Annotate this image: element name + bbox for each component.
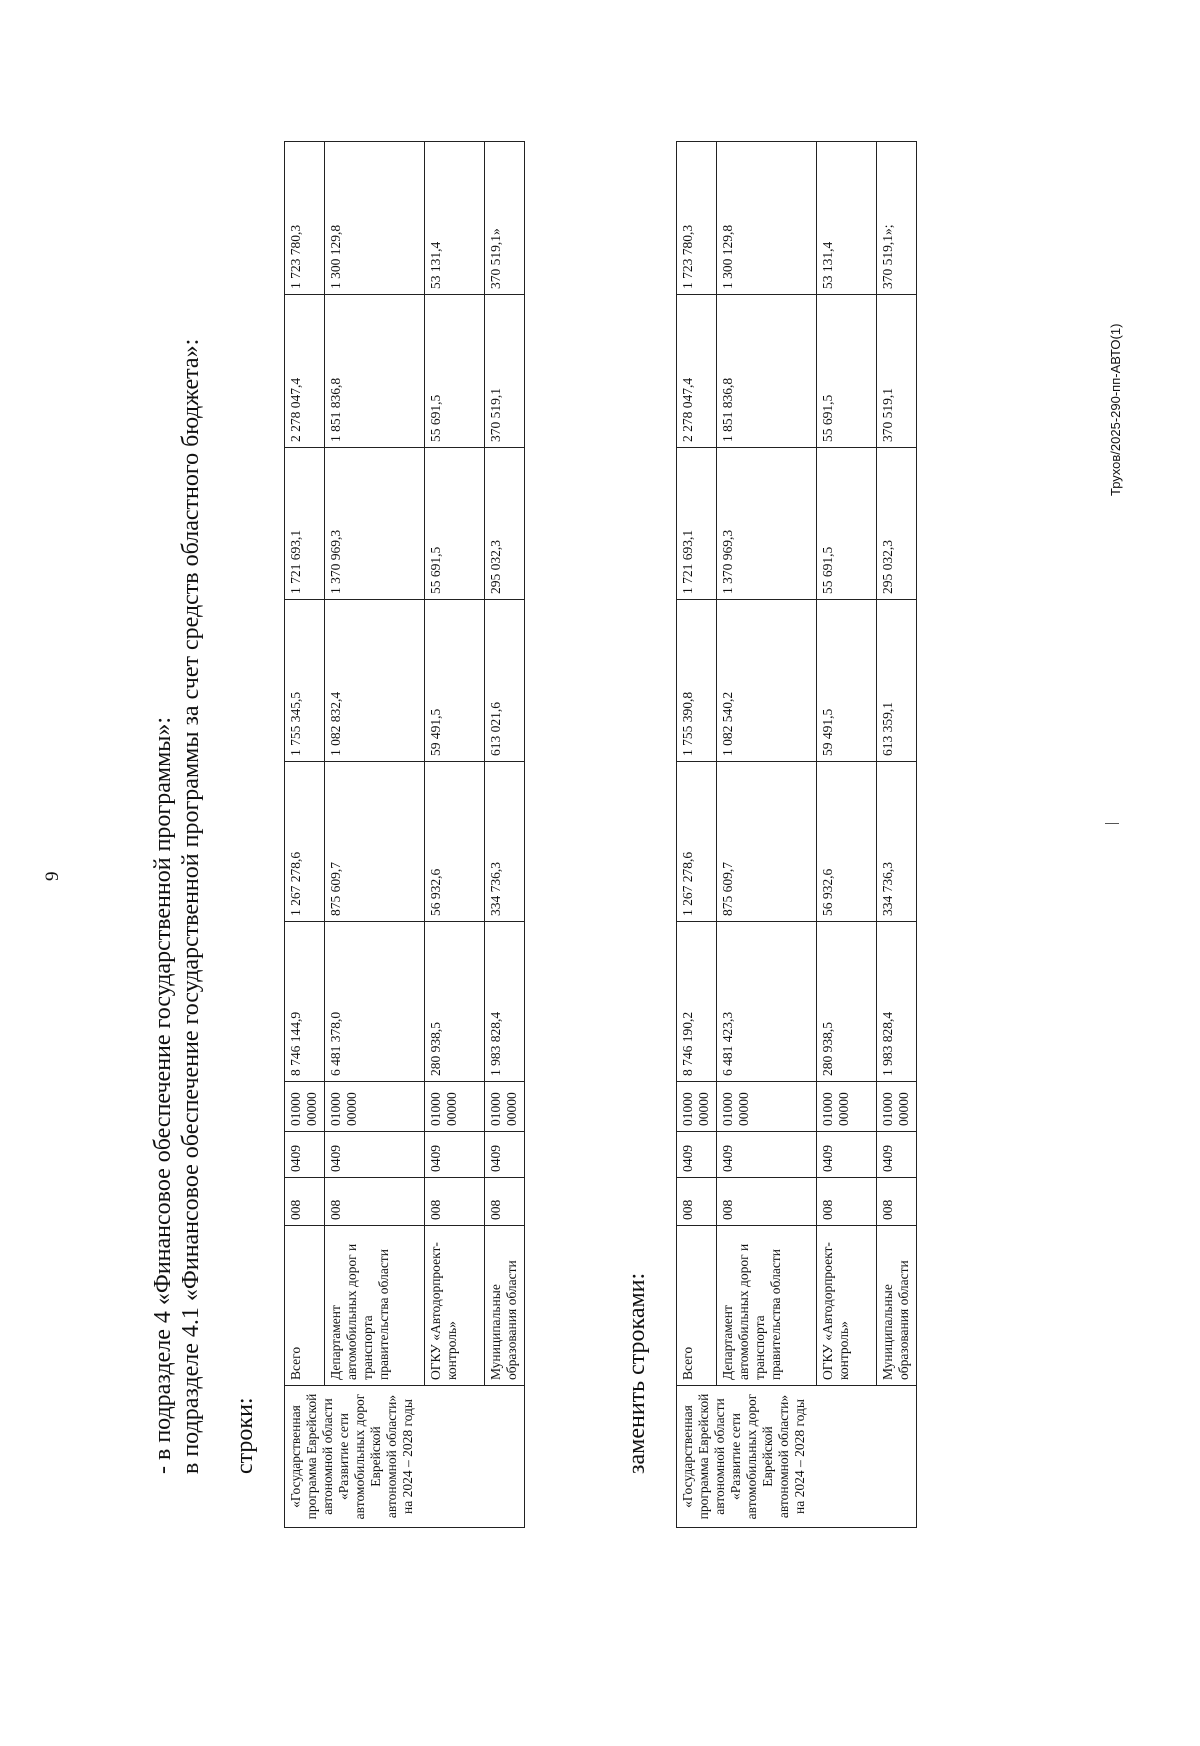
year-cell: 370 519,1 — [485, 295, 525, 448]
year-cell: 370 519,1» — [485, 142, 525, 295]
table-row — [677, 142, 717, 1528]
program-name-cell: «Государственная программа Еврейской автономной области «Развитие сети автомобильных дорог Еврейской автономной области» на 2024 – 2028 годы — [677, 1386, 917, 1528]
new-rows-table — [676, 141, 917, 1528]
csr-cell: 01000 00000 — [325, 1082, 425, 1132]
year-cell: 55 691,5 — [425, 295, 485, 448]
label-old-rows: строки: — [232, 1397, 258, 1474]
year-cell: 613 021,6 — [485, 600, 525, 762]
total-cell: 8 746 190,2 — [677, 922, 717, 1082]
year-cell: 55 691,5 — [425, 448, 485, 600]
year-cell: 1 721 693,1 — [677, 448, 717, 600]
table-row — [817, 142, 877, 1528]
csr-cell: 01000 00000 — [877, 1082, 917, 1132]
year-cell: 1 723 780,3 — [677, 142, 717, 295]
year-cell: 1 851 836,8 — [325, 295, 425, 448]
year-cell: 1 267 278,6 — [285, 762, 325, 922]
old-rows-table — [284, 141, 525, 1528]
csr-cell: 01000 00000 — [817, 1082, 877, 1132]
grbs-cell: 008 — [877, 1178, 917, 1226]
total-cell: 1 983 828,4 — [485, 922, 525, 1082]
program-name-cell: «Государственная программа Еврейской автономной области «Развитие сети автомобильных дорог Еврейской автономной области» на 2024 – 2028 годы — [285, 1386, 525, 1528]
year-cell: 1 300 129,8 — [717, 142, 817, 295]
executor-cell: ОГКУ «Автодорпроект-контроль» — [817, 1226, 877, 1386]
rzpr-cell: 0409 — [425, 1132, 485, 1178]
scan-mark — [1105, 823, 1119, 824]
table-row — [285, 142, 325, 1528]
year-cell: 370 519,1 — [877, 295, 917, 448]
year-cell: 56 932,6 — [425, 762, 485, 922]
table-row — [425, 142, 485, 1528]
year-cell: 875 609,7 — [717, 762, 817, 922]
csr-cell: 01000 00000 — [717, 1082, 817, 1132]
year-cell: 2 278 047,4 — [677, 295, 717, 448]
year-cell: 59 491,5 — [817, 600, 877, 762]
executor-cell: Муниципальные образования области — [485, 1226, 525, 1386]
year-cell: 295 032,3 — [877, 448, 917, 600]
year-cell: 59 491,5 — [425, 600, 485, 762]
year-cell: 53 131,4 — [425, 142, 485, 295]
year-cell: 334 736,3 — [485, 762, 525, 922]
table-row — [717, 142, 817, 1528]
table-row — [485, 142, 525, 1528]
year-cell: 1 300 129,8 — [325, 142, 425, 295]
year-cell: 2 278 047,4 — [285, 295, 325, 448]
rzpr-cell: 0409 — [877, 1132, 917, 1178]
total-cell: 8 746 144,9 — [285, 922, 325, 1082]
rzpr-cell: 0409 — [677, 1132, 717, 1178]
total-cell: 6 481 378,0 — [325, 922, 425, 1082]
executor-cell: Всего — [677, 1226, 717, 1386]
rzpr-cell: 0409 — [485, 1132, 525, 1178]
year-cell: 1 755 345,5 — [285, 600, 325, 762]
grbs-cell: 008 — [817, 1178, 877, 1226]
intro-line-2: в подразделе 4.1 «Финансовое обеспечение государственной программы за счет средств областного бюджета»: — [178, 338, 204, 1474]
total-cell: 280 938,5 — [817, 922, 877, 1082]
year-cell: 1 370 969,3 — [717, 448, 817, 600]
total-cell: 6 481 423,3 — [717, 922, 817, 1082]
year-cell: 1 370 969,3 — [325, 448, 425, 600]
rzpr-cell: 0409 — [717, 1132, 817, 1178]
executor-cell: Всего — [285, 1226, 325, 1386]
executor-cell: Департамент автомобильных дорог и транспорта правительства области — [717, 1226, 817, 1386]
grbs-cell: 008 — [325, 1178, 425, 1226]
year-cell: 1 267 278,6 — [677, 762, 717, 922]
csr-cell: 01000 00000 — [285, 1082, 325, 1132]
csr-cell: 01000 00000 — [677, 1082, 717, 1132]
year-cell: 1 755 390,8 — [677, 600, 717, 762]
year-cell: 56 932,6 — [817, 762, 877, 922]
grbs-cell: 008 — [485, 1178, 525, 1226]
year-cell: 295 032,3 — [485, 448, 525, 600]
csr-cell: 01000 00000 — [425, 1082, 485, 1132]
grbs-cell: 008 — [677, 1178, 717, 1226]
year-cell: 1 721 693,1 — [285, 448, 325, 600]
year-cell: 1 723 780,3 — [285, 142, 325, 295]
footer-doc-id: Трухов/2025-290-пп-АВТО(1) — [1108, 323, 1123, 496]
table-row — [877, 142, 917, 1528]
year-cell: 370 519,1»; — [877, 142, 917, 295]
total-cell: 280 938,5 — [425, 922, 485, 1082]
intro-line-1: - в подразделе 4 «Финансовое обеспечение государственной программы»: — [150, 716, 176, 1474]
grbs-cell: 008 — [425, 1178, 485, 1226]
executor-cell: Муниципальные образования области — [877, 1226, 917, 1386]
page-number: 9 — [42, 871, 63, 881]
total-cell: 1 983 828,4 — [877, 922, 917, 1082]
year-cell: 1 851 836,8 — [717, 295, 817, 448]
csr-cell: 01000 00000 — [485, 1082, 525, 1132]
year-cell: 613 359,1 — [877, 600, 917, 762]
table-row — [325, 142, 425, 1528]
year-cell: 334 736,3 — [877, 762, 917, 922]
rzpr-cell: 0409 — [817, 1132, 877, 1178]
executor-cell: Департамент автомобильных дорог и транспорта правительства области — [325, 1226, 425, 1386]
executor-cell: ОГКУ «Автодорпроект-контроль» — [425, 1226, 485, 1386]
rzpr-cell: 0409 — [325, 1132, 425, 1178]
rzpr-cell: 0409 — [285, 1132, 325, 1178]
year-cell: 55 691,5 — [817, 295, 877, 448]
year-cell: 55 691,5 — [817, 448, 877, 600]
year-cell: 1 082 540,2 — [717, 600, 817, 762]
year-cell: 875 609,7 — [325, 762, 425, 922]
year-cell: 1 082 832,4 — [325, 600, 425, 762]
label-new-rows: заменить строками: — [624, 1272, 650, 1474]
year-cell: 53 131,4 — [817, 142, 877, 295]
grbs-cell: 008 — [717, 1178, 817, 1226]
grbs-cell: 008 — [285, 1178, 325, 1226]
